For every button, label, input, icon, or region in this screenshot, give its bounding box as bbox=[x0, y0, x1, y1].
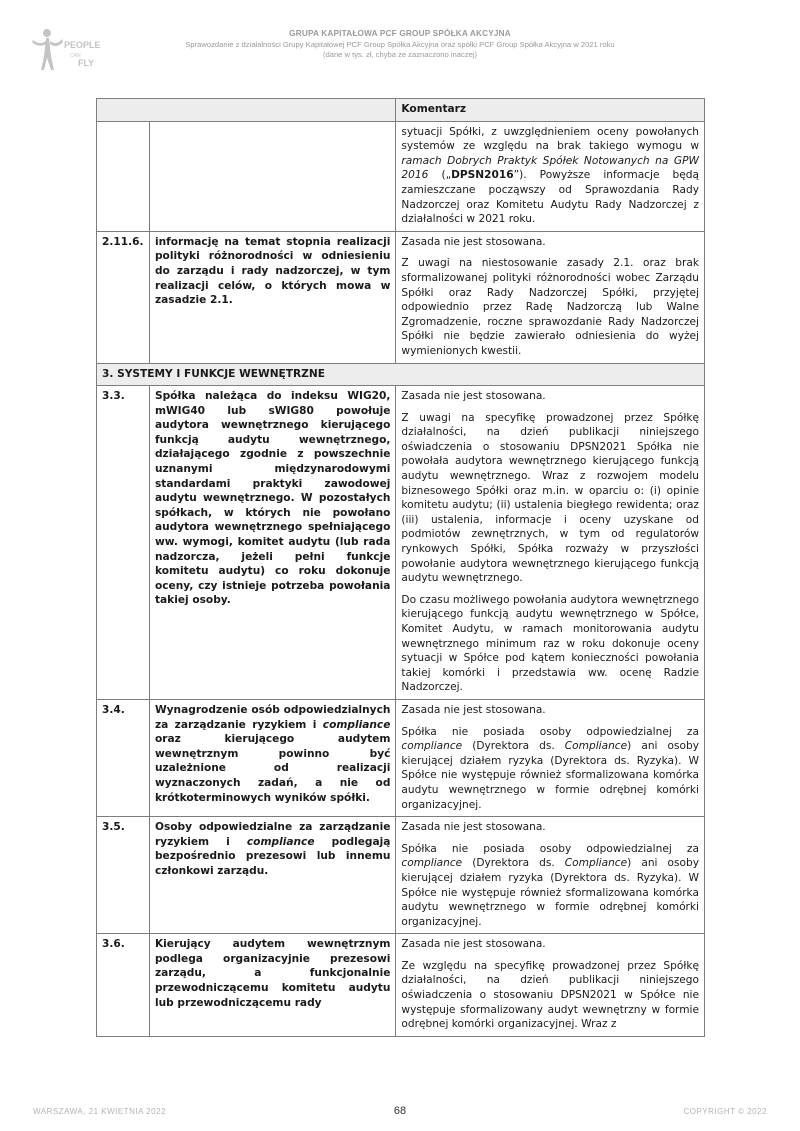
table-row bbox=[97, 817, 705, 934]
explanation-text: Z uwagi na specyfikę prowadzonej przez Spółkę działalności, na dzień publikacji niniejszego oświadczenia o stosowaniu DPSN2021 Spółka nie powołała audytora wewnętrznego kierującego funkcją audytu wewnętrznego. Wraz z rozwojem modelu biznesowego Spółki oraz m.in. w oparciu o: (i) opinie komitetu audytu; (ii) ustalenia biegłego rewidenta; oraz (iii) ustalenia, informacje i oceny uzyskane od podmiotów zewnętrznych, w tym od regulatorów rynkowych Spółki, Spółka rozważy w przyszłości powołanie audytora wewnętrznego kierującego funkcją audytu wewnętrznego. bbox=[401, 411, 699, 585]
document-header bbox=[120, 29, 680, 59]
status-text: Zasada nie jest stosowana. bbox=[401, 703, 546, 716]
section-title: 3. SYSTEMY I FUNKCJE WEWNĘTRZNE bbox=[97, 363, 705, 386]
explanation-text: Ze względu na specyfikę prowadzonej przez Spółkę działalności, na dzień publikacji niniejszego oświadczenia o stosowaniu DPSN2021 w Spółce nie występuje sformalizowany audyt wewnętrzny w formie odrębnej komórki organizacyjnej. Wraz z bbox=[401, 959, 699, 1031]
row-number bbox=[97, 121, 150, 231]
comment-text bbox=[396, 934, 705, 1037]
comment-text bbox=[396, 386, 705, 700]
row-number: 3.4. bbox=[97, 699, 150, 816]
principle-text: Wynagrodzenie osób odpowiedzialnych za zarządzanie ryzykiem i compliance oraz kierującego audytem wewnętrznym powinno być uzależnione od realizacji wyznaczonych zadań, a nie od krótkoterminowych wyników spółki. bbox=[149, 699, 395, 816]
comment-header: Komentarz bbox=[396, 99, 705, 122]
principle-text: Spółka należąca do indeksu WIG20, mWIG40 lub sWIG80 powołuje audytora wewnętrznego kierującego funkcją audytu wewnętrznego, działającego zgodnie z powszechnie uznanymi międzynarodowymi standardami praktyki zawodowej audytu wewnętrznego. W pozostałych spółkach, w których nie powołano audytora wewnętrznego spełniającego ww. wymogi, komitet audytu (lub rada nadzorcza, jeżeli pełni funkcje komitetu audytu) co roku dokonuje oceny, czy istnieje potrzeba powołania takiej osoby. bbox=[149, 386, 395, 700]
principle-text: Osoby odpowiedzialne za zarządzanie ryzykiem i compliance podlegają bezpośrednio prezesowi lub innemu członkowi zarządu. bbox=[149, 817, 395, 934]
header-empty-cell bbox=[97, 99, 396, 122]
explanation-text: Z uwagi na niestosowanie zasady 2.1. oraz brak sformalizowanej polityki różnorodności wobec Zarządu Spółki oraz Rady Nadzorczej Spółki, przyjętej odpowiednio przez Radę Nadzorczą lub Walne Zgromadzenie, roczne sprawozdanie Rady Nadzorczej Spółki nie będzie zawierało odniesienia do wyżej wymienionych kwestii. bbox=[401, 257, 699, 357]
table-row bbox=[97, 934, 705, 1037]
page-number: 68 bbox=[393, 1105, 407, 1117]
table-row bbox=[97, 231, 705, 363]
status-text: Zasada nie jest stosowana. bbox=[401, 235, 546, 248]
status-text: Zasada nie jest stosowana. bbox=[401, 390, 546, 403]
row-number: 2.11.6. bbox=[97, 231, 150, 363]
comment-text bbox=[396, 231, 705, 363]
table-row bbox=[97, 386, 705, 700]
principle-text: Kierujący audytem wewnętrznym podlega organizacyjnie prezesowi zarządu, a funkcjonalnie przewodniczącemu komitetu audytu lub przewodniczącemu rady bbox=[149, 934, 395, 1037]
explanation-text: Spółka nie posiada osoby odpowiedzialnej za compliance (Dyrektora ds. Compliance) ani osoby kierującej działem ryzyka (Dyrektora ds. Ryzyka). W Spółce nie występuje również sformalizowana komórka audytu wewnętrznego w formie odrębnej komórki organizacyjnej. bbox=[401, 725, 699, 811]
principle-text bbox=[149, 121, 395, 231]
section-heading-row bbox=[97, 363, 705, 386]
footer-date: WARSZAWA, 21 KWIETNIA 2022 bbox=[33, 1107, 167, 1116]
company-logo bbox=[30, 26, 101, 76]
row-number: 3.3. bbox=[97, 386, 150, 700]
table-header-row bbox=[97, 99, 705, 122]
footer-copyright: COPYRIGHT © 2022 bbox=[683, 1107, 767, 1116]
principle-text: informację na temat stopnia realizacji polityki różnorodności w odniesieniu do zarządu i rady nadzorczej, w tym realizacji celów, o których mowa w zasadzie 2.1. bbox=[149, 231, 395, 363]
svg-text:PEOPLE: PEOPLE bbox=[64, 40, 101, 50]
explanation-text: Spółka nie posiada osoby odpowiedzialnej za compliance (Dyrektora ds. Compliance) ani osoby kierującej działem ryzyka (Dyrektora ds. Ryzyka). W Spółce nie występuje również sformalizowana komórka audytu wewnętrznego w formie odrębnej komórki organizacyjnej. bbox=[401, 842, 699, 928]
row-number: 3.6. bbox=[97, 934, 150, 1037]
comment-text bbox=[396, 699, 705, 816]
company-name: GRUPA KAPITAŁOWA PCF GROUP SPÓŁKA AKCYJNA bbox=[289, 29, 511, 38]
status-text: Zasada nie jest stosowana. bbox=[401, 821, 546, 834]
units-note: (dane w tys. zł, chyba że zaznaczono inaczej) bbox=[322, 50, 478, 59]
explanation-text: Do czasu możliwego powołania audytora wewnętrznego kierującego funkcją audytu wewnętrznego w Spółce, Komitet Audytu, w ramach monitorowania audytu wewnętrznego minimum raz w roku dokonuje oceny sytuacji w Spółce pod kątem konieczności powołania takiej komórki i przedstawia ww. ocenę Radzie Nadzorczej. bbox=[401, 593, 699, 694]
svg-text:FLY: FLY bbox=[78, 58, 95, 68]
comment-text bbox=[396, 817, 705, 934]
table-row bbox=[97, 121, 705, 231]
comment-text: sytuacji Spółki, z uwzględnieniem oceny powołanych systemów ze względu na brak takiego wymogu w ramach Dobrych Praktyk Spółek Notowanych na GPW 2016 („DPSN2016”). Powyższe informacje będą zamieszczane począwszy od Sprawozdania Rady Nadzorczej oraz Komitetu Audytu Rady Nadzorczej z działalności w 2021 roku. bbox=[396, 121, 705, 231]
table-row bbox=[97, 699, 705, 816]
report-title: Sprawozdanie z działalności Grupy Kapitałowej PCF Group Spółka Akcyjna oraz spółki PCF Group Spółka Akcyjna w 2021 roku bbox=[185, 40, 615, 49]
status-text: Zasada nie jest stosowana. bbox=[401, 938, 546, 951]
row-number: 3.5. bbox=[97, 817, 150, 934]
svg-text:CAN: CAN bbox=[70, 53, 81, 59]
principles-table bbox=[96, 98, 705, 1037]
